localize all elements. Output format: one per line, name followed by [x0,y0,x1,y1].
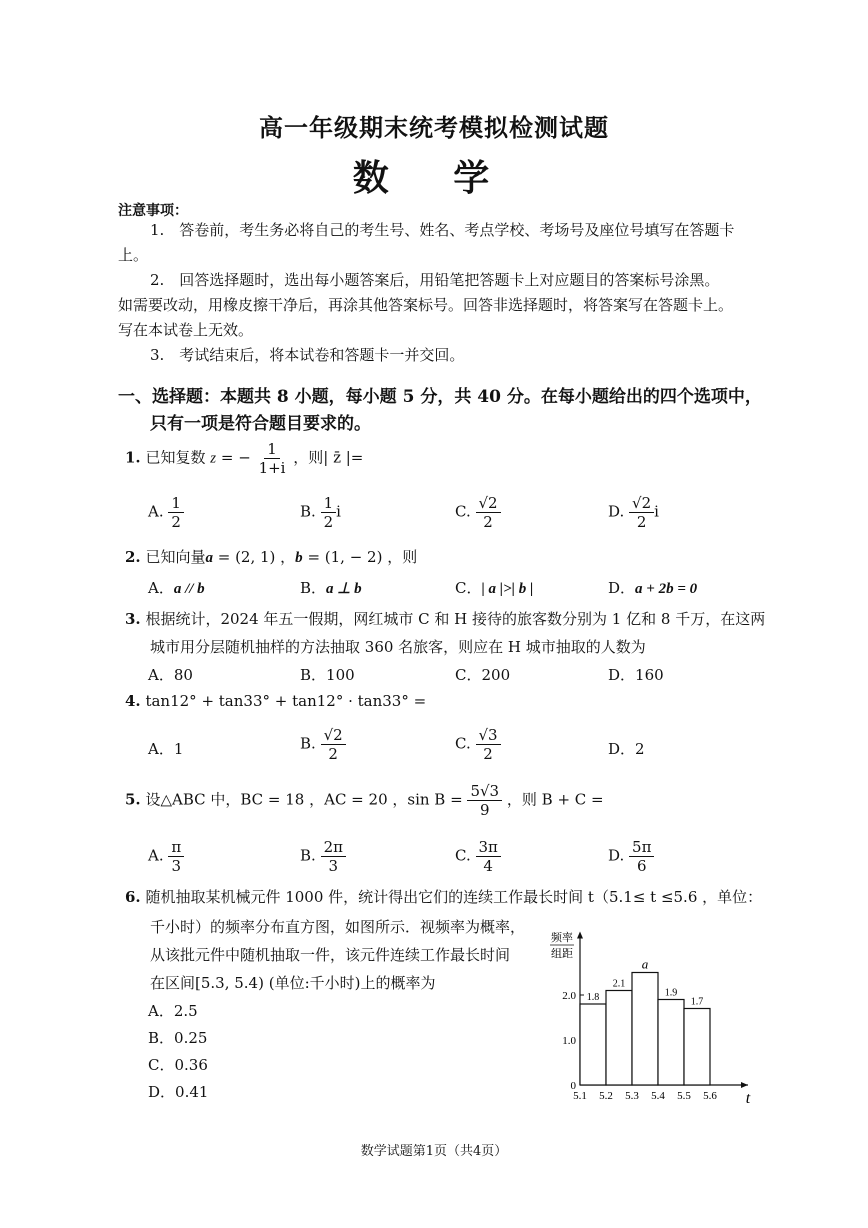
q2-option-d[interactable]: D．a + 2b = 0 [608,579,698,597]
y-tick-label: 0 [570,1080,576,1092]
y-tick-label: 2.0 [562,990,576,1002]
histogram-bar [684,1009,710,1086]
notice-item-2-cont: 如需要改动，用橡皮擦干净后，再涂其他答案标号。回答非选择题时，将答案写在答题卡上。 [118,296,734,314]
histogram-bar [632,973,658,1086]
q4-option-b[interactable]: B. $\frac{√2}{2}$ [300,726,346,763]
exam-title: 高一年级期末统考模拟检测试题 [259,113,609,142]
q1-option-c[interactable]: C. $\frac{√2}{2}$ [455,494,501,531]
bar-data-label: 2.1 [612,978,626,990]
q3-option-c[interactable]: C．200 [455,666,511,684]
bar-data-label: 1.9 [664,987,678,999]
x-tick-label: 5.5 [677,1090,691,1102]
q5-option-c[interactable]: C. $\frac{3\pi}{4}$ [455,838,501,875]
q2-option-c[interactable]: C．| a |>| b | [455,579,534,597]
y-axis-arrow [577,932,583,939]
question-6-line4: 在区间[5.3, 5.4) (单位:千小时)上的概率为 [150,974,436,992]
x-tick-label: 5.2 [599,1090,613,1102]
question-1 [125,440,363,477]
q1-option-a[interactable]: A. $\frac{1}{2}$ [148,494,184,531]
question-3: 3. 根据统计，2024 年五一假期，网红城市 C 和 H 接待的旅客数分别为 1 亿和 8 千万，在这两 [125,610,766,628]
notice-heading: 注意事项： [118,203,188,219]
q1-pre: 已知复数 [145,448,206,467]
x-tick-label: 5.1 [573,1090,587,1102]
histogram-bar [606,991,632,1086]
y-label-top: 频率 [551,932,573,944]
q3-option-d[interactable]: D．160 [608,666,664,684]
q5-option-a[interactable]: A. $\frac{\pi}{3}$ [148,838,184,875]
question-2: 2. 已知向量a = (2, 1) ，b = (1, − 2) ，则 [125,548,418,566]
y-tick-label: 1.0 [562,1035,576,1047]
notice-item-1: 1. 答卷前，考生务必将自己的考生号、姓名、考点学校、考场号及座位号填写在答题卡 [150,221,735,239]
notice-item-2: 2. 回答选择题时，选出每小题答案后，用铅笔把答题卡上对应题目的答案标号涂黑。 [150,271,720,289]
histogram-bar [658,1000,684,1086]
q5-option-b[interactable]: B. $\frac{2\pi}{3}$ [300,838,346,875]
question-number: 1. [125,448,141,467]
question-6-line2: 千小时）的频率分布直方图，如图所示．视频率为概率， [150,918,526,936]
q6-option-a[interactable]: A．2.5 [148,1002,198,1020]
q1-z: z [210,450,217,467]
y-label-bottom: 组距 [551,948,573,960]
q1-eq: = − [216,448,251,467]
question-4: 4. tan12° + tan33° + tan12° · tan33° = [125,692,427,710]
notice-item-1-cont: 上。 [118,246,149,264]
q6-option-c[interactable]: C．0.36 [148,1056,208,1074]
bar-data-label: 1.7 [690,996,704,1008]
question-6: 6. 随机抽取某机械元件 1000 件，统计得出它们的连续工作最长时间 t（5.1≤ t ≤5.6 ，单位： [125,888,763,906]
q4-option-c[interactable]: C. $\frac{√3}{2}$ [455,726,501,763]
q5-option-d[interactable]: D. $\frac{5\pi}{6}$ [608,838,654,875]
q6-option-d[interactable]: D．0.41 [148,1083,209,1101]
q2-option-a[interactable]: A．a // b [148,579,205,597]
q3-option-b[interactable]: B．100 [300,666,355,684]
x-tick-label: 5.4 [651,1090,665,1102]
notice-item-3: 3. 考试结束后，将本试卷和答题卡一并交回。 [150,346,465,364]
q1-option-d[interactable]: D. $\frac{√2}{2}$ i [608,494,659,531]
x-axis-arrow [741,1082,748,1088]
section-heading-line1: 一、选择题：本题共 8 小题，每小题 5 分，共 40 分。在每小题给出的四个选项中， [118,387,762,407]
question-5: 5. 设△ABC 中，BC = 18 ，AC = 20 ，sin B = $\frac{5√3}{9}$ ，则 B + C = [125,782,604,819]
q3-option-a[interactable]: A．80 [148,666,193,684]
page-footer: 数学试题第1页（共4页） [360,1144,508,1159]
histogram-bar [580,1004,606,1085]
q4-option-a[interactable]: A．1 [148,740,184,758]
x-axis-label: t [745,1090,751,1107]
q1-fraction: $\frac{1}{1+i}$ [258,440,286,477]
q2-option-b[interactable]: B．a ⊥ b [300,579,362,597]
q4-option-d[interactable]: D．2 [608,740,645,758]
frequency-histogram [540,925,760,1110]
q1-option-b[interactable]: B. $\frac{1}{2}$ i [300,494,341,531]
question-3-cont: 城市用分层随机抽样的方法抽取 360 名旅客，则应在 H 城市抽取的人数为 [150,638,646,656]
section-heading-line2: 只有一项是符合题目要求的。 [150,414,371,434]
bar-data-label: 1.8 [586,992,600,1003]
bar-data-label: a [641,956,649,972]
subject-title: 数 学 [352,157,516,199]
x-tick-label: 5.6 [703,1090,717,1102]
notice-item-2-end: 写在本试卷上无效。 [118,321,254,339]
question-6-line3: 从该批元件中随机抽取一件，该元件连续工作最长时间 [150,946,511,964]
q1-post: ，则| z̄ |= [293,448,364,467]
x-tick-label: 5.3 [625,1090,639,1102]
q6-option-b[interactable]: B．0.25 [148,1029,208,1047]
